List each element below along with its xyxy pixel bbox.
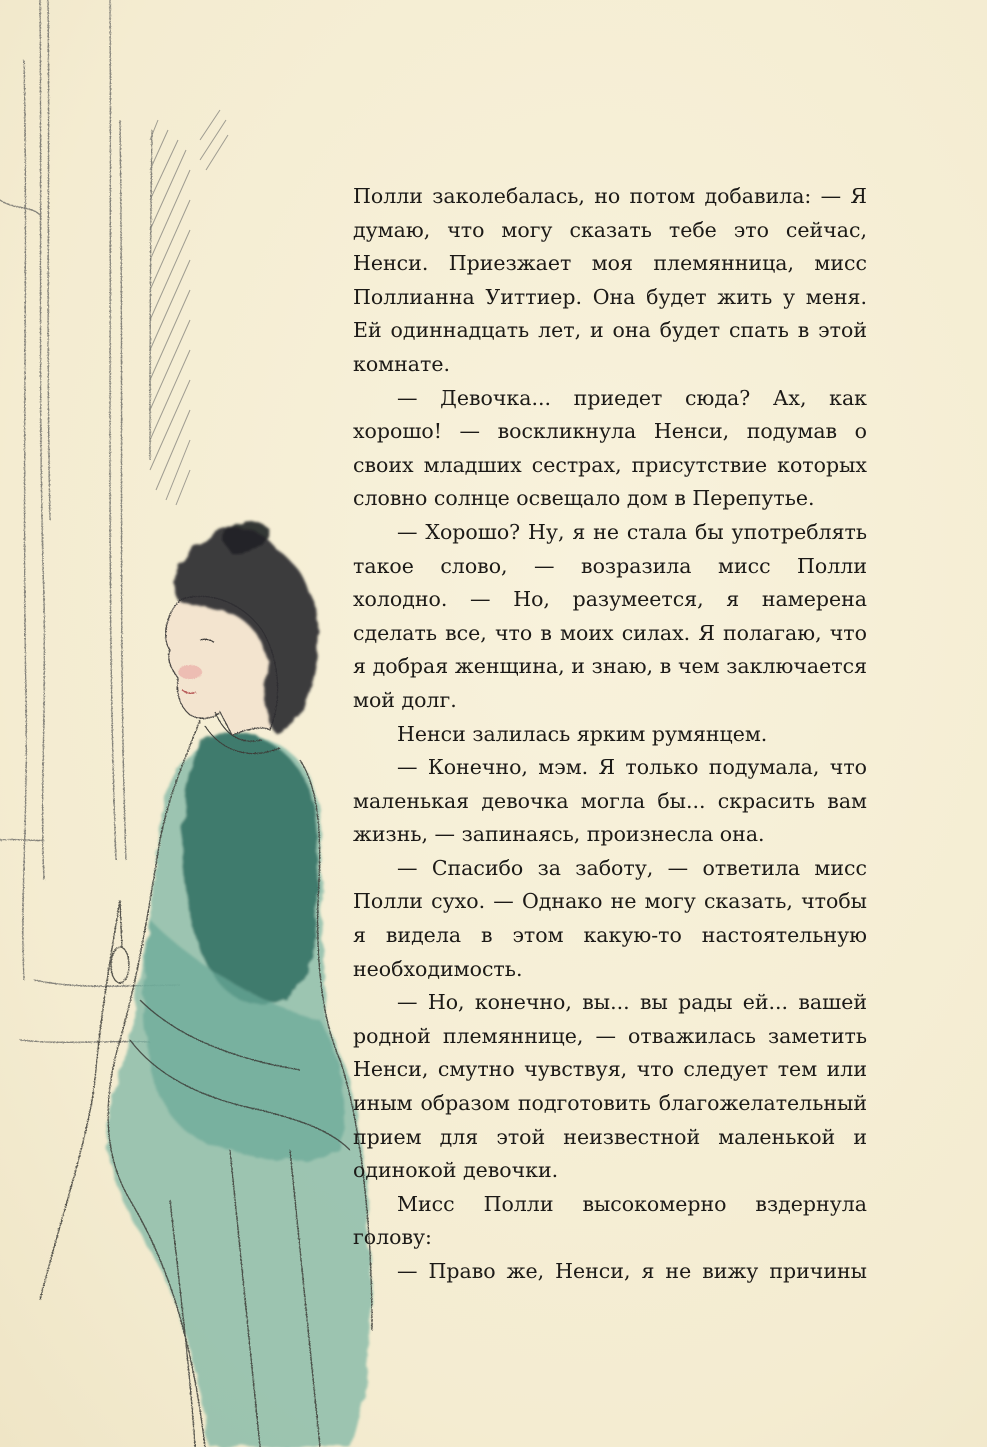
paragraph-5: — Конечно, мэм. Я только подумала, что маленькая девочка могла бы... скрасить вам жизнь, — запинаясь, произнесла она. [353, 755, 867, 847]
paragraph-3: — Хорошо? Ну, я не стала бы употреблять такое слово, — возразила мисс Полли холодно. — Но, разумеется, я намерена сделать все, что в моих силах. Я полагаю, что я добрая женщина, и знаю, в чем заключается мой долг. [353, 519, 867, 712]
paragraph-8: Мисс Полли высокомерно вздернула голову: [353, 1191, 867, 1250]
paragraph-1: Полли заколебалась, но потом добавила: — Я думаю, что могу сказать тебе это сейчас, Ненси. Приезжает моя племянница, мисс Поллианна Уиттиер. Она будет жить у меня. Ей одиннадцать лет, и она будет спать в этой комнате. [353, 184, 867, 376]
paragraph-6: — Спасибо за заботу, — ответила мисс Полли сухо. — Однако не могу сказать, чтобы я видела в этом какую-то настоятельную необходимость. [353, 855, 867, 981]
dress-wash [108, 732, 372, 1447]
paragraph-9: — Право же, Ненси, я не вижу причины [397, 1259, 867, 1283]
story-text [353, 180, 867, 1289]
woman-by-window-illustration [0, 0, 380, 1447]
paragraph-7: — Но, конечно, вы... вы рады ей... вашей родной племяннице, — отважилась заметить Ненси, смутно чувствуя, что следует тем или иным образом подготовить благожелательный прием для этой неизвестной маленькой и одинокой девочки. [353, 990, 867, 1183]
curtain-hatching [150, 110, 228, 505]
paragraph-4: Ненси залилась ярким румянцем. [397, 721, 768, 746]
paragraph-2: — Девочка... приедет сюда? Ах, как хорошо! — воскликнула Ненси, подумав о своих младших сестрах, присутствие которых словно солнце освещало дом в Перепутье. [353, 385, 867, 511]
